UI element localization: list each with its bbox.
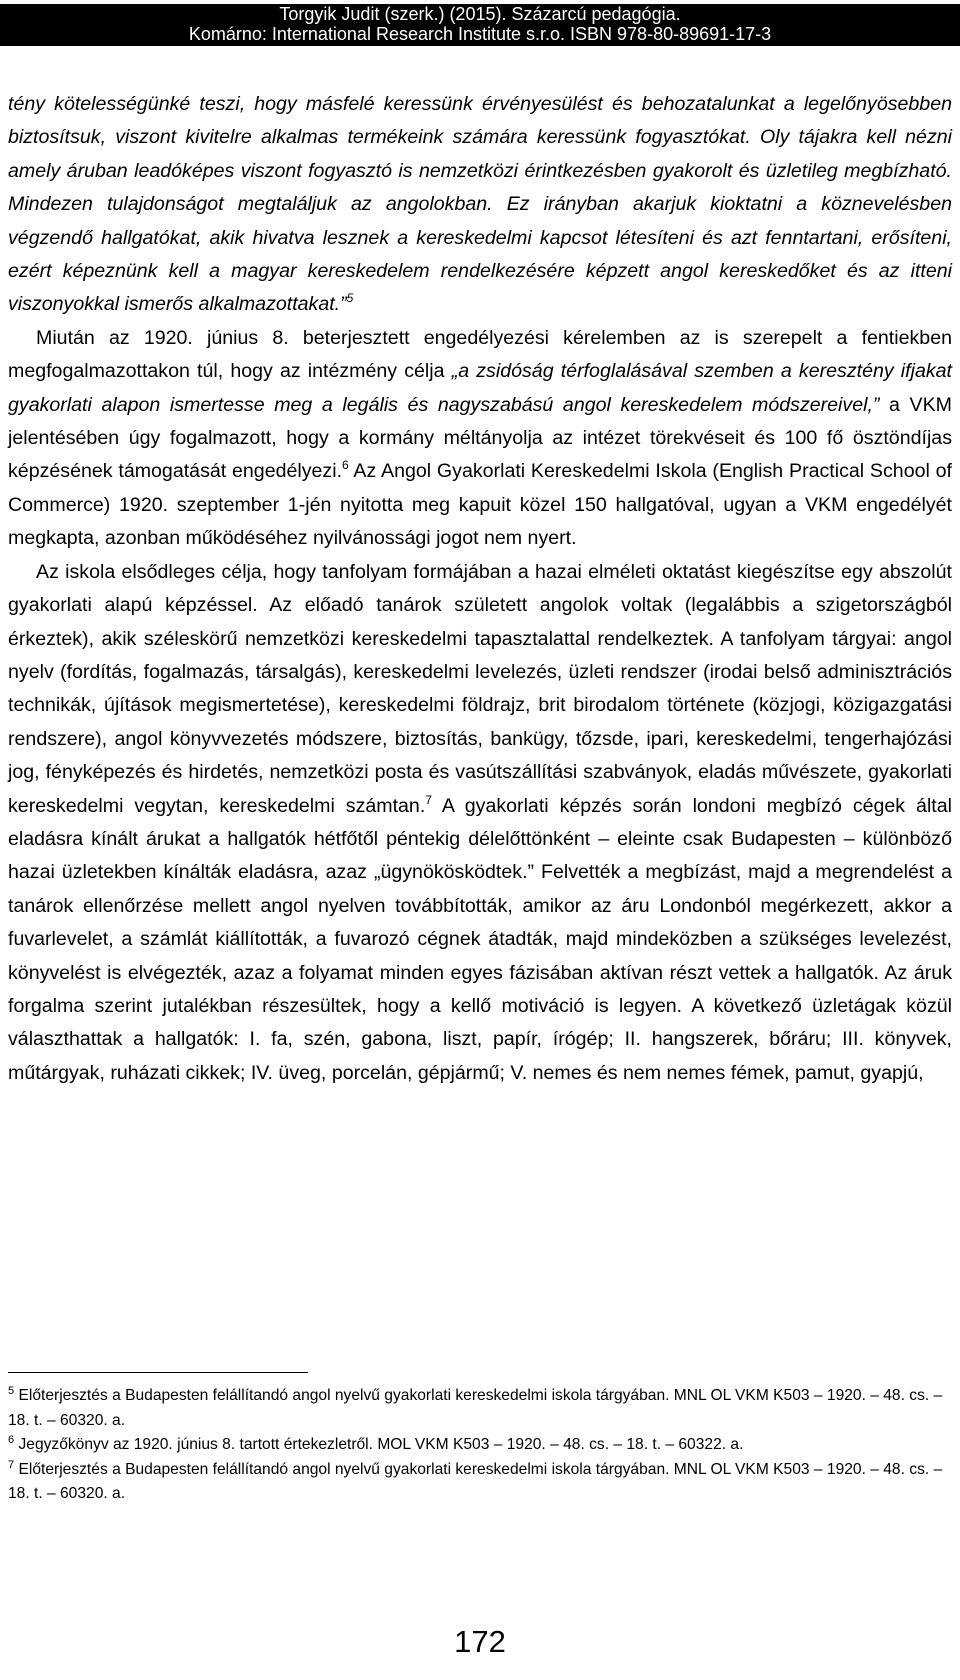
header-citation-line-1: Torgyik Judit (szerk.) (2015). Százarcú pedagógia. (279, 4, 681, 24)
page-header (0, 4, 960, 46)
footnote-ref-6: 6 (342, 458, 349, 473)
paragraph-3 (8, 556, 952, 1091)
footnote-text: Előterjesztés a Budapesten felállítandó angol nyelvű gyakorlati kereskedelmi iskola tárgyában. MNL OL VKM K503 – 1920. – 48. cs. – 18. t. – 60320. a. (8, 1460, 943, 1503)
footnote-number: 5 (8, 1385, 15, 1397)
footnote-number: 6 (8, 1434, 15, 1447)
footnote-ref-5: 5 (346, 291, 354, 306)
paragraph-2 (8, 322, 952, 556)
footnote-5 (8, 1384, 952, 1433)
paragraph-3-text-a: Az iskola elsődleges célja, hogy tanfolyam formájában a hazai elméleti oktatást kiegészítse egy abszolút gyakorlati alapú képzéssel. Az előadó tanárok született angolok voltak (legalábbis a szigetországból érkeztek), akik széleskörű nemzetközi kereskedelmi tapasztalattal rendelkeztek. A tanfolyam tárgyai: angol nyelv (fordítás, fogalmazás, társalgás), kereskedelmi levelezés, üzleti rendszer (irodai belső adminisztrációs technikák, újítások megismertetése), kereskedelmi földrajz, brit birodalom története (közjogi, közigazgatási rendszere), angol könyvvezetés módszere, biztosítás, bankügy, tőzsde, ipari, kereskedelmi, tengerhajózási jog, fényképezés és hirdetés, nemzetközi posta és vasútszállítási szabványok, eladás művészete, gyakorlati kereskedelmi vegytan, kereskedelmi számtan. (8, 560, 952, 817)
footnote-6 (8, 1433, 952, 1458)
quoted-paragraph (8, 88, 952, 322)
footnotes (8, 1384, 952, 1507)
footnote-number: 7 (8, 1458, 15, 1471)
paragraph-2-text-c: Az Angol Gyakorlati Kereskedelmi Iskola (English Practical School of Commerce) 1920. szeptember 1-jén nyitotta meg kapuit közel 150 hallgatóval, ugyan a VKM engedélyét megkapta, azonban működéséhez nyilvánossági jogot nem nyert. (8, 460, 952, 550)
paragraph-3-text-b: A gyakorlati képzés során londoni megbízó cégek által eladásra kínált árukat a hallgatók hétfőtől péntekig délelőttönként – eleinte csak Budapesten – különböző hazai üzletekben kínálták eladásra, azaz „ügynökösködtek.” Felvették a megbízást, majd a megrendelést a tanárok ellenőrzése mellett angol nyelven továbbították, amikor az áru Londonból megérkezett, akkor a fuvarlevelet, a számlát kiállították, a fuvarozó cégnek átadták, majd mindeközben a szükséges levelezést, könyvelést is elvégezték, azaz a folyamat minden egyes fázisában aktívan részt vettek a hallgatók. Az áruk forgalma szerint jutalékban részesültek, hogy a kellő motiváció is legyen. A következő üzletágak közül választhattak a hallgatók: I. fa, szén, gabona, liszt, papír, írógép; II. hangszerek, bőráru; III. könyvek, műtárgyak, ruházati cikkek; IV. üveg, porcelán, gépjármű; V. nemes és nem nemes fémek, pamut, gyapjú, (8, 794, 952, 1084)
paragraph-2-text-a: Miután az 1920. június 8. beterjesztett engedélyezési kérelemben az is szerepelt a fentiekben megfogalmazottakon túl, hogy az intézmény célja (8, 326, 952, 383)
page-number: 172 (454, 1624, 506, 1659)
quote-text: tény kötelességünké teszi, hogy másfelé keressünk érvényesülést és behozatalunkat a legelőnyösebben biztosítsuk, viszont kivitelre alkalmas termékeink számára keressünk fogyasztókat. Oly tájakra kell nézni amely áruban leadóképes viszont fogyasztó is nemzetközi érintkezésben gyakorolt és üzletileg megbízható. Mindezen tulajdonságot megtaláljuk az angolokban. Ez irányban akarjuk kioktatni a köznevelésben végzendő hallgatókat, akik hivatva lesznek a kereskedelmi kapcsot létesíteni és azt fenntartani, erősíteni, ezért képeznünk kell a magyar kereskedelem rendelkezésére képzett angol kereskedőket és az itteni viszonyokkal ismerős alkalmazottakat.” (8, 93, 952, 316)
footnote-divider (8, 1372, 308, 1373)
footnote-ref-7: 7 (425, 792, 432, 807)
footnote-7 (8, 1458, 952, 1507)
footnote-text: Előterjesztés a Budapesten felállítandó angol nyelvű gyakorlati kereskedelmi iskola tárgyában. MNL OL VKM K503 – 1920. – 48. cs. – 18. t. – 60320. a. (8, 1387, 943, 1429)
paragraph-2-quote: „a zsidóság térfoglalásával szemben a keresztény ifjakat gyakorlati alapon ismertesse meg a legális és nagyszabású angol kereskedelem módszereivel,” (8, 360, 952, 416)
body-text (8, 88, 952, 1090)
footnote-text: Jegyzőkönyv az 1920. június 8. tartott értekezletről. MOL VKM K503 – 1920. – 48. cs. – 18. t. – 60322. a. (18, 1436, 744, 1454)
header-citation-line-2: Komárno: International Research Institute s.r.o. ISBN 978-80-89691-17-3 (188, 24, 772, 44)
paragraph-2-text-b: a VKM jelentésében úgy fogalmazott, hogy a kormány méltányolja az intézet törekvéseit és 100 fő ösztöndíjas képzésének támogatását engedélyezi. (8, 393, 952, 483)
